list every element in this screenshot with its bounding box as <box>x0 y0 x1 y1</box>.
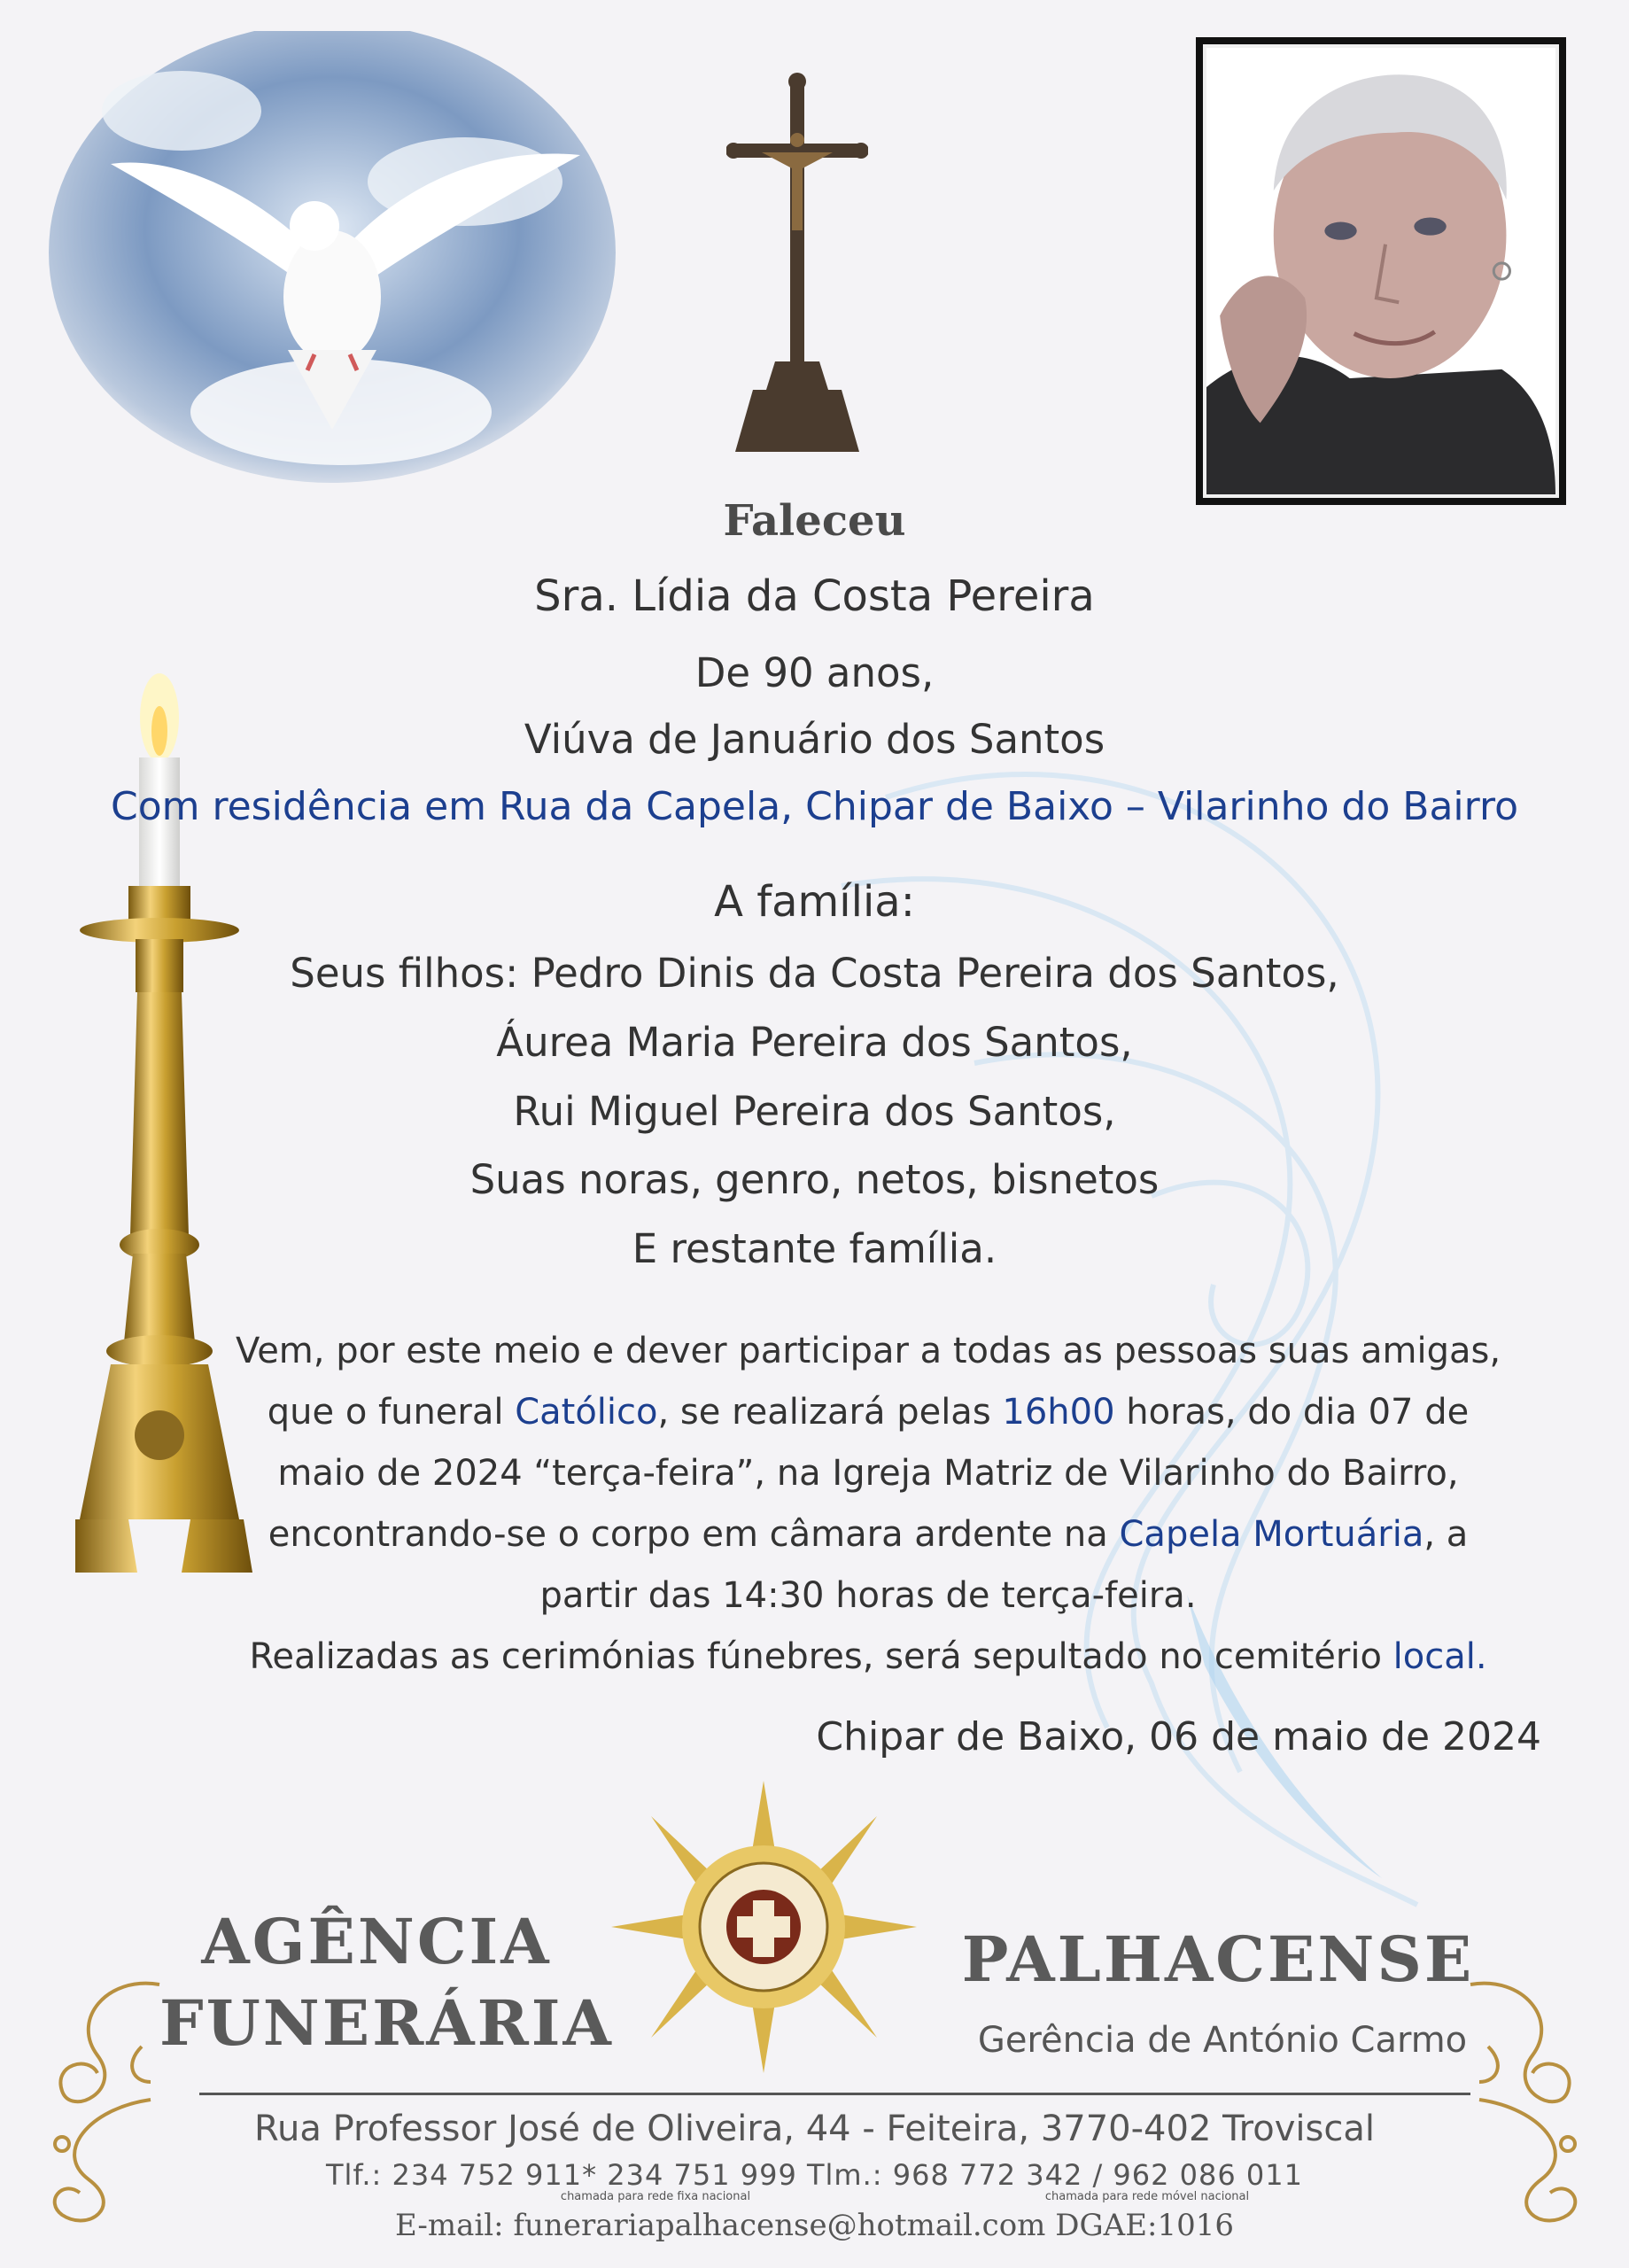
announcement-text: que o funeral <box>267 1392 516 1433</box>
rest-family-line: E restante família. <box>632 1225 997 1272</box>
notice-heading: Faleceu <box>723 496 906 546</box>
announcement-text: encontrando-se o corpo em câmara ardente na <box>268 1514 1120 1555</box>
agency-address: Rua Professor José de Oliveira, 44 - Feiteira, 3770-402 Troviscal <box>254 2109 1375 2149</box>
agency-name-word-2: FUNERÁRIA <box>159 1986 614 2060</box>
children-line-2: Áurea Maria Pereira dos Santos, <box>496 1019 1133 1066</box>
family-heading: A família: <box>714 877 915 927</box>
agency-phones: Tlf.: 234 752 911* 234 751 999 Tlm.: 968 772 342 / 962 086 011 <box>325 2158 1303 2192</box>
deceased-name: Sra. Lídia da Costa Pereira <box>534 571 1095 621</box>
funeral-time: 16h00 <box>1002 1392 1115 1433</box>
deceased-age: De 90 anos, <box>694 649 935 696</box>
announcement-line-2 <box>204 1392 1532 1433</box>
announcement-line-5: partir das 14:30 horas de terça-feira. <box>539 1575 1197 1616</box>
agency-name-word-3: PALHACENSE <box>961 1922 1475 1996</box>
ornamental-scroll-left-icon <box>35 1967 177 2241</box>
announcement-line-3: maio de 2024 “terça-feira”, na Igreja Matriz de Vilarinho do Bairro, <box>277 1453 1459 1494</box>
agency-name-word-1: AGÊNCIA <box>201 1905 552 1978</box>
announcement-line-6 <box>204 1636 1532 1677</box>
announcement-line-1: Vem, por este meio e dever participar a todas as pessoas suas amigas, <box>235 1331 1501 1371</box>
relatives-line: Suas noras, genro, netos, bisnetos <box>469 1156 1160 1203</box>
portrait-frame <box>1196 37 1566 505</box>
mobile-line-note: chamada para rede móvel nacional <box>1044 2190 1250 2203</box>
announcement-text: horas, do dia 07 de <box>1114 1392 1470 1433</box>
cemetery-location: local. <box>1392 1636 1487 1677</box>
agency-email: E-mail: funerariapalhacense@hotmail.com DGAE:1016 <box>394 2208 1235 2243</box>
chapel-name: Capela Mortuária <box>1119 1514 1424 1555</box>
children-line-3: Rui Miguel Pereira dos Santos, <box>513 1088 1116 1135</box>
funeral-type: Católico <box>515 1392 658 1433</box>
deceased-portrait-picture <box>1206 48 1555 494</box>
dove-in-clouds-picture <box>49 31 616 492</box>
announcement-text: Realizadas as cerimónias fúnebres, será sepultado no cemitério <box>249 1636 1393 1677</box>
widow-of-line: Viúva de Januário dos Santos <box>524 716 1105 763</box>
agency-emblem-icon <box>611 1781 917 2073</box>
place-and-date: Chipar de Baixo, 06 de maio de 2024 <box>816 1714 1541 1759</box>
residence-line: Com residência em Rua da Capela, Chipar de Baixo – Vilarinho do Bairro <box>110 784 1518 829</box>
crucifix-picture <box>726 71 868 461</box>
children-line-1: Seus filhos: Pedro Dinis da Costa Pereira dos Santos, <box>290 950 1339 997</box>
ornamental-scroll-right-icon <box>1453 1967 1594 2241</box>
agency-manager: Gerência de António Carmo <box>977 2020 1468 2061</box>
announcement-text: , a <box>1423 1514 1469 1555</box>
footer-divider <box>199 2093 1470 2095</box>
fixed-line-note: chamada para rede fixa nacional <box>560 2190 751 2203</box>
announcement-line-4 <box>204 1514 1532 1555</box>
portrait-inner-border <box>1203 44 1559 498</box>
announcement-text: , se realizará pelas <box>657 1392 1003 1433</box>
